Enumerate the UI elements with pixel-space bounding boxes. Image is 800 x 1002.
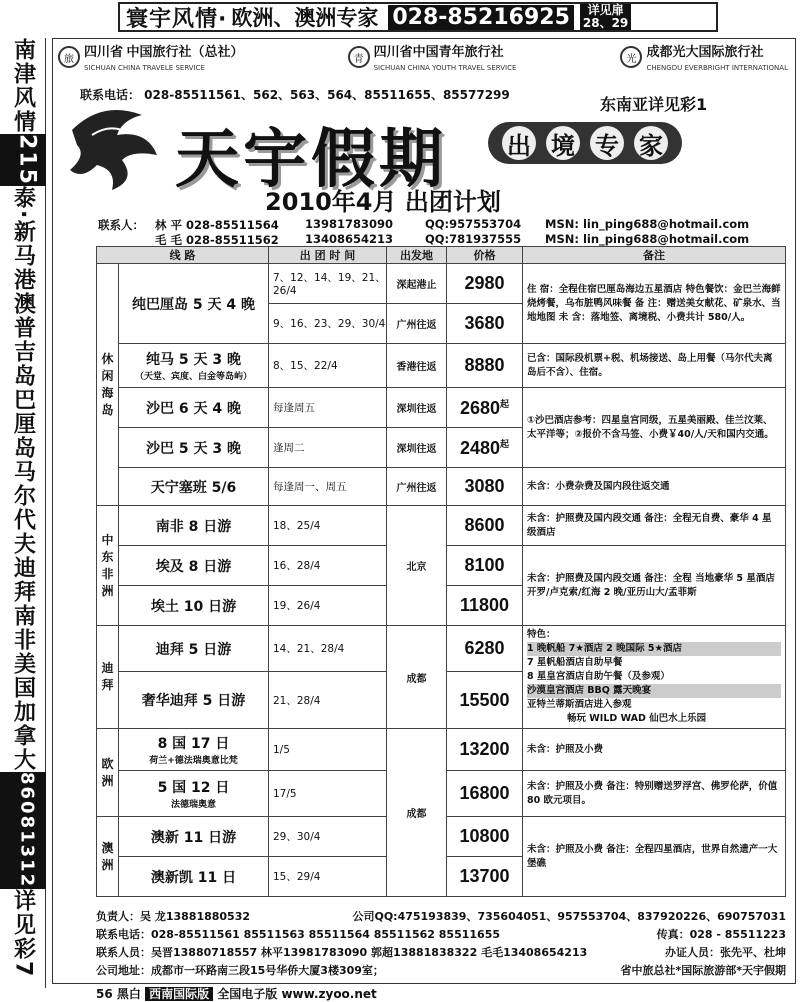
route-price: 8100: [447, 546, 523, 586]
brand-title: 天宇假期: [175, 123, 447, 197]
cts-emblem-icon: 旅: [58, 46, 80, 68]
route-price: 2980: [447, 264, 523, 304]
plan-title: 2010年4月 出团计划: [265, 188, 501, 216]
table-row: [97, 506, 786, 546]
footer-address: 公司地址：成都市一环路南三段15号华侨大厦3楼309室；: [96, 964, 384, 977]
footer-staff: 联系人员：吴晋13880718557 林平13981783090 郭超13881838322 毛毛13408654213: [96, 946, 588, 959]
route-note: 已含：国际段机票+税、机场接送、岛上用餐（马尔代夫离岛后不含）、住宿。: [523, 344, 786, 388]
sidebar-item: 详见彩7: [10, 888, 36, 978]
route-date: 29、30/4: [269, 817, 387, 857]
tour-table: [96, 246, 786, 897]
contact-2-phone: 毛 毛 028-85511562: [155, 233, 279, 247]
footer-company: 省中旅总社*国际旅游部*天宇假期: [620, 964, 786, 977]
category-mideast: 中东非洲: [97, 506, 119, 626]
contact-1-phone: 林 平 028-85511564: [155, 218, 279, 232]
route-date: 8、15、22/4: [269, 344, 387, 388]
page-number: 56 黑白: [96, 987, 141, 1001]
footer-visa-staff: 办证人员：张先平、杜坤: [665, 946, 786, 959]
category-leisure: 休闲海岛: [97, 264, 119, 506]
everbright-emblem-icon: 光: [620, 46, 642, 68]
table-row: [97, 468, 786, 506]
route-price: 13200: [447, 729, 523, 771]
page-footer: [96, 985, 377, 1002]
route-date: 每逢周一、周五: [269, 468, 387, 506]
route-departure: 深起港止: [387, 264, 447, 304]
logo-row: [58, 40, 788, 74]
route-price: 3680: [447, 304, 523, 344]
route-departure: 成都: [387, 729, 447, 897]
header-date: 出 团 时 间: [269, 247, 387, 264]
header-price: 价格: [447, 247, 523, 264]
route-note: 未含：护照及小费 备注：全程四星酒店，世界自然遗产一大堡礁: [523, 817, 786, 897]
sidebar-item: 215: [0, 134, 46, 186]
route-date: 19、26/4: [269, 586, 387, 626]
cyts-emblem-icon: 青: [348, 46, 370, 68]
table-row: [97, 729, 786, 771]
route-note: 未含：护照及小费: [523, 729, 786, 771]
route-name: 迪拜 5 日游: [119, 626, 269, 672]
table-row: [97, 344, 786, 388]
slogan-badge: [488, 122, 682, 164]
slogan-char: 专: [590, 126, 624, 160]
slogan-char: 出: [502, 126, 536, 160]
route-date: 18、25/4: [269, 506, 387, 546]
route-price: 10800: [447, 817, 523, 857]
route-departure: 深圳往返: [387, 388, 447, 428]
route-price: 8880: [447, 344, 523, 388]
header-note: 备注: [523, 247, 786, 264]
header-departure: 出发地: [387, 247, 447, 264]
slogan-char: 境: [546, 126, 580, 160]
sidebar-item: 普吉岛: [10, 316, 36, 389]
banner-name: 寰宇风情·: [126, 6, 228, 32]
category-europe: 欧洲: [97, 729, 119, 817]
route-name: 纯巴厘岛 5 天 4 晚: [119, 264, 269, 344]
sidebar-phone: 86081312: [0, 772, 46, 888]
category-dubai: 迪拜: [97, 626, 119, 729]
section-label: 西南国际版: [145, 987, 213, 1001]
contact-1-msn: MSN: lin_ping688@hotmail.com: [545, 217, 750, 231]
see-color-note: 东南亚详见彩1: [600, 95, 708, 114]
route-name: 埃及 8 日游: [119, 546, 269, 586]
route-date: 21、28/4: [269, 672, 387, 729]
dubai-note: 特色： 1 晚帆船 7★酒店 2 晚国际 5★酒店 7 星帆船酒店自助早餐 8 星皇宫酒店自助午餐（及参观） 沙漠皇宫酒店 BBQ 露天晚宴 亚特兰蒂斯酒店进入参观 畅玩 WILD WAD 仙巴水上乐园: [523, 626, 786, 729]
route-name: 奢华迪拜 5 日游: [119, 672, 269, 729]
route-name: 澳新 11 日游: [119, 817, 269, 857]
route-date: 每逢周五: [269, 388, 387, 428]
route-name: 5 国 12 日 法德瑞奥意: [119, 771, 269, 817]
route-date: 7、12、14、19、21、26/4: [269, 264, 387, 304]
route-name: 天宁塞班 5/6: [119, 468, 269, 506]
cts-logo: 旅 四川省 中国旅行社（总社） SICHUAN CHINA TRAVELE SERVICE: [58, 41, 244, 73]
route-name: 沙巴 6 天 4 晚: [119, 388, 269, 428]
sidebar-item: 马尔代夫: [10, 460, 36, 557]
route-name: 8 国 17 日 荷兰+德法瑞奥意比梵: [119, 729, 269, 771]
route-departure: 广州往返: [387, 468, 447, 506]
slogan-char: 家: [634, 126, 668, 160]
route-note: 未含：护照及小费 备注：特别赠送罗浮宫、佛罗伦萨，价值 80 欧元项目。: [523, 771, 786, 817]
banner-phone: 028-85216925: [388, 5, 574, 30]
route-departure: 深圳往返: [387, 428, 447, 468]
route-date: 逢周二: [269, 428, 387, 468]
route-note: 住 宿：全程住宿巴厘岛海边五星酒店 特色餐饮：金巴兰海鲜烧烤餐，乌布脏鸭风味餐 备 注：赠送美女献花、矿泉水、当地地图 未 含：落地签、离境税、小费共计 580/人。: [523, 264, 786, 344]
route-date: 9、16、23、29、30/4: [269, 304, 387, 344]
route-departure: 香港往返: [387, 344, 447, 388]
contact-2-msn: MSN: lin_ping688@hotmail.com: [545, 232, 750, 246]
sidebar-item: 南津风情: [10, 38, 36, 134]
footer: [96, 908, 786, 980]
contacts-label: 联系人：: [98, 218, 144, 232]
route-date: 16、28/4: [269, 546, 387, 586]
route-price: $2680^起$: [447, 388, 523, 428]
route-price: 13700: [447, 857, 523, 897]
everbright-logo: 光 成都光大国际旅行社 CHENGDU EVERBRIGHT INTERNATIONAL: [620, 41, 788, 73]
route-note: 未含：护照费及国内段交通 备注：全程 当地豪华 5 星酒店 开罗/卢克索/红海 2 晚/亚历山大/孟菲斯: [523, 546, 786, 626]
site-url: 全国电子版 www.zyoo.net: [217, 987, 377, 1001]
footer-fax: 传真：028 - 85511223: [656, 928, 786, 941]
route-note: 未含：小费杂费及国内段往返交通: [523, 468, 786, 506]
route-date: 17/5: [269, 771, 387, 817]
top-banner: [118, 2, 718, 32]
route-name: 纯马 5 天 3 晚 （天堂、宾度、白金等岛屿）: [119, 344, 269, 388]
contact-1-mobile: 13981783090: [305, 217, 394, 231]
contact-2-mobile: 13408654213: [305, 232, 394, 246]
cyts-logo: 青 四川省中国青年旅行社 SICHUAN CHINA YOUTH TRAVEL SERVICE: [348, 41, 517, 73]
banner-subtitle: 欧洲、澳洲专家: [231, 6, 379, 30]
banner-see-pages: 详见扉 28、29: [580, 4, 631, 30]
route-price: $2480^起$: [447, 428, 523, 468]
route-price: 15500: [447, 672, 523, 729]
route-note: ①沙巴酒店参考：四星皇宫同级，五星美丽殿、佳兰汶莱、太平洋等；②报价不含马签、小费￥40/人/天和国内交通。: [523, 388, 786, 468]
route-name: 埃土 10 日游: [119, 586, 269, 626]
sidebar-item: 泰·新马: [10, 185, 36, 269]
table-row: [97, 626, 786, 672]
footer-phones: 联系电话：028-85511561 85511563 85511564 85511562 85511655: [96, 928, 500, 941]
table-header: [97, 247, 786, 264]
route-date: 15、29/4: [269, 857, 387, 897]
route-departure: 北京: [387, 506, 447, 626]
route-date: 1/5: [269, 729, 387, 771]
footer-qq: 公司QQ:475193839、735604051、957553704、837920226、690757031: [352, 910, 786, 923]
sidebar-item: 港澳: [10, 268, 36, 317]
route-price: 3080: [447, 468, 523, 506]
sidebar-item: 美国加拿大: [10, 652, 36, 773]
sidebar: [0, 38, 46, 988]
route-price: 6280: [447, 626, 523, 672]
route-price: 11800: [447, 586, 523, 626]
footer-manager: 负责人：吴 龙13881880532: [96, 910, 251, 923]
route-note: 未含：护照费及国内段交通 备注：全程无自费、豪华 4 星级酒店: [523, 506, 786, 546]
header-route: 线 路: [97, 247, 269, 264]
route-name: 澳新凯 11 日: [119, 857, 269, 897]
category-australia: 澳洲: [97, 817, 119, 897]
route-price: 16800: [447, 771, 523, 817]
contact-2-qq: QQ:781937555: [425, 232, 522, 246]
sidebar-item: 巴厘岛: [10, 388, 36, 461]
contact-phones: 联系电话： 028-85511561、562、563、564、85511655、85577299: [80, 88, 510, 102]
route-name: 沙巴 5 天 3 晚: [119, 428, 269, 468]
route-date: 14、21、28/4: [269, 626, 387, 672]
route-price: 8600: [447, 506, 523, 546]
contact-1-qq: QQ:957553704: [425, 217, 522, 231]
route-name: 南非 8 日游: [119, 506, 269, 546]
sidebar-item: 南非: [10, 604, 36, 653]
route-departure: 广州往返: [387, 304, 447, 344]
table-row: [97, 388, 786, 428]
sidebar-item: 迪拜: [10, 556, 36, 605]
table-row: [97, 264, 786, 304]
dragon-icon: [62, 100, 172, 195]
route-departure: 成都: [387, 626, 447, 729]
